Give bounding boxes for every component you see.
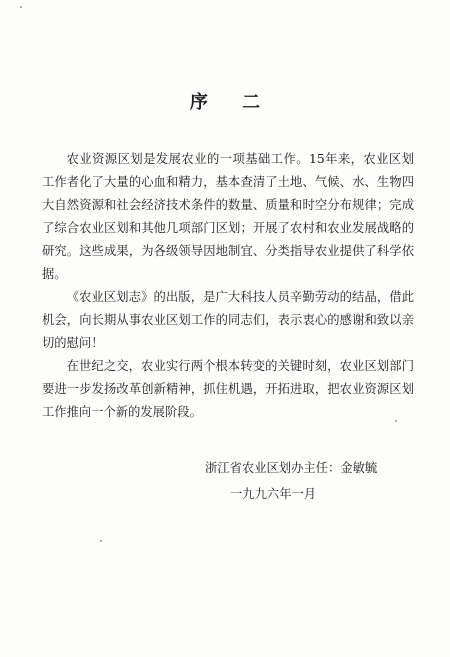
- paragraph-2: 《农业区划志》的出版，是广大科技人员辛勤劳动的结晶，借此机会，向长期从事农业区划工作的同志们，表示衷心的感谢和致以亲切的慰问！: [42, 290, 414, 350]
- scan-speck: [395, 420, 397, 422]
- paragraph-3: 在世纪之交，农业实行两个根本转变的关键时刻，农业区划部门要进一步发扬改革创新精神，抓住机遇，开拓进取，把农业资源区划工作推向一个新的发展阶段。: [42, 359, 414, 419]
- paragraph-1: 农业资源区划是发展农业的一项基础工作。15年来，农业区划工作者化了大量的心血和精力，基本查清了土地、气候、水、生物四大自然资源和社会经济技术条件的数量、质量和时空分布规律；完成了综合农业区划和其他几项部门区划；开展了农村和农业发展战略的研究。这些成果，为各级领导因地制宜、分类指导农业提供了科学依据。: [42, 152, 414, 281]
- scan-speck: [20, 6, 22, 8]
- signature-date: 一九九六年一月: [230, 487, 317, 501]
- page-title: 序 二: [189, 92, 275, 113]
- preface-body: [42, 148, 414, 424]
- signature-name: 浙江省农业区划办主任：金敏毓: [205, 461, 378, 475]
- scan-speck: [100, 540, 102, 542]
